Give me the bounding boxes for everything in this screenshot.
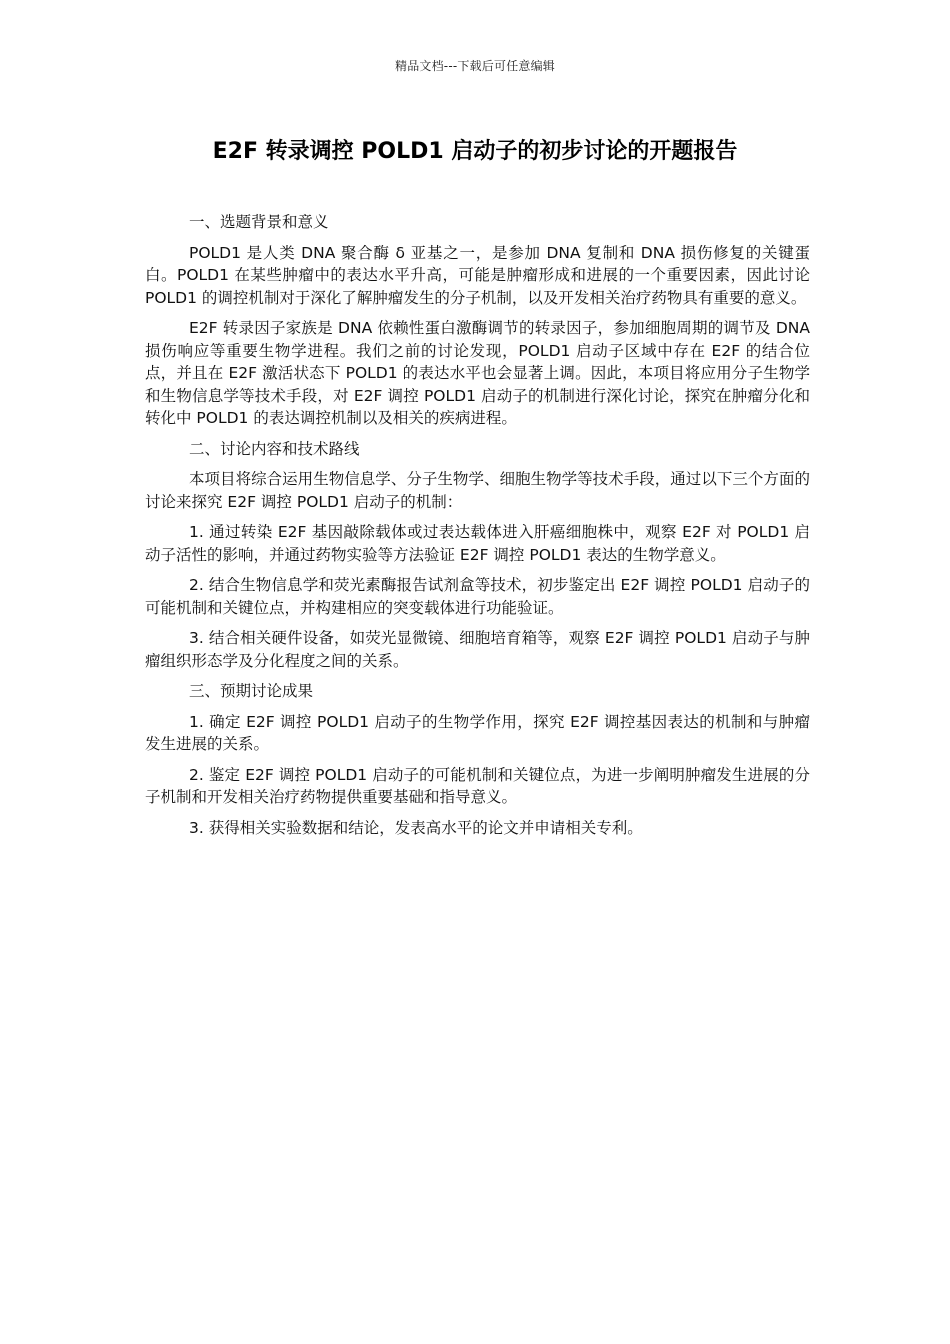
- section-heading-background: 一、选题背景和意义: [189, 213, 329, 231]
- paragraph-e2f-intro: E2F 转录因子家族是 DNA 依赖性蛋白激酶调节的转录因子，参加细胞周期的调节及 DNA 损伤响应等重要生物学进程。我们之前的讨论发现，POLD1 启动子区域中存在 E2F 的结合位点，并且在 E2F 激活状态下 POLD1 的表达水平也会显著上调。因此，本项目将应用分子生物学和生物信息学等技术手段，对 E2F 调控 POLD1 启动子的机制进行深化讨论，探究在肿瘤分化和转化中 POLD1 的表达调控机制以及相关的疾病进程。: [145, 319, 810, 427]
- document-body: [145, 205, 810, 847]
- document-title: E2F 转录调控 POLD1 启动子的初步讨论的开题报告: [212, 139, 738, 164]
- list-item-research-2: 2. 结合生物信息学和荧光素酶报告试剂盒等技术，初步鉴定出 E2F 调控 POLD1 启动子的可能机制和关键位点，并构建相应的突变载体进行功能验证。: [145, 576, 810, 617]
- paragraph-pold1-intro: POLD1 是人类 DNA 聚合酶 δ 亚基之一，是参加 DNA 复制和 DNA 损伤修复的关键蛋白。POLD1 在某些肿瘤中的表达水平升高，可能是肿瘤形成和进展的一个重要因素，因此讨论 POLD1 的调控机制对于深化了解肿瘤发生的分子机制，以及开发相关治疗药物具有重要的意义。: [145, 243, 810, 307]
- list-item-research-3: 3. 结合相关硬件设备，如荧光显微镜、细胞培育箱等，观察 E2F 调控 POLD1 启动子与肿瘤组织形态学及分化程度之间的关系。: [145, 629, 810, 670]
- page-header-watermark: 精品文档---下载后可任意编辑: [395, 59, 555, 73]
- section-heading-expected-results: 三、预期讨论成果: [189, 682, 314, 700]
- list-item-result-3: 3. 获得相关实验数据和结论，发表高水平的论文并申请相关专利。: [189, 818, 643, 837]
- section-heading-research-content: 二、讨论内容和技术路线: [189, 439, 360, 458]
- list-item-research-1: 1. 通过转染 E2F 基因敲除载体或过表达载体进入肝癌细胞株中，观察 E2F 对 POLD1 启动子活性的影响，并通过药物实验等方法验证 E2F 调控 POLD1 表达的生物学意义。: [145, 523, 810, 564]
- list-item-result-2: 2. 鉴定 E2F 调控 POLD1 启动子的可能机制和关键位点，为进一步阐明肿瘤发生进展的分子机制和开发相关治疗药物提供重要基础和指导意义。: [145, 765, 810, 806]
- list-item-result-1: 1. 确定 E2F 调控 POLD1 启动子的生物学作用，探究 E2F 调控基因表达的机制和与肿瘤发生进展的关系。: [145, 712, 810, 753]
- paragraph-research-intro: 本项目将综合运用生物信息学、分子生物学、细胞生物学等技术手段，通过以下三个方面的讨论来探究 E2F 调控 POLD1 启动子的机制：: [145, 470, 810, 511]
